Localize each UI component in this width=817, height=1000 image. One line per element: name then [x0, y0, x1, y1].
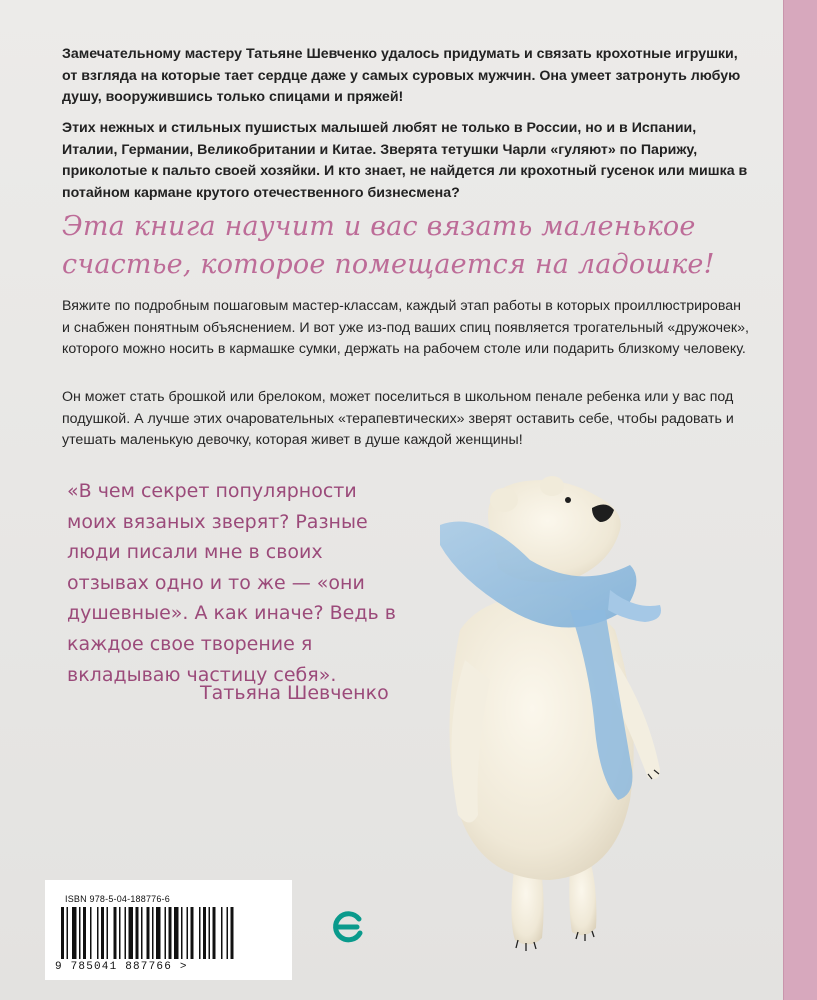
- barcode-bar: [152, 907, 154, 959]
- barcode-bar: [90, 907, 92, 959]
- barcode-number: 9 785041 887766 >: [55, 961, 188, 973]
- barcode-bar: [136, 907, 139, 959]
- barcode-box: [45, 880, 292, 980]
- barcode-bar: [114, 907, 117, 959]
- barcode-bar: [181, 907, 183, 959]
- barcode-bar: [227, 907, 229, 959]
- intro-paragraph-2: Этих нежных и стильных пушистых малышей любят не только в России, но и в Испании, Италии, Германии, Великобритании и Китае. Зверята тетушки Чарли «гуляют» по Парижу, приколотые к пальто своей хозяйки. И кто знает, не найдется ли крохотный гусенок или мишка в потайном кармане крутого отечественного бизнесмена?: [62, 120, 748, 201]
- barcode-bar: [221, 907, 223, 959]
- barcode-bar: [187, 907, 189, 959]
- pink-spine-strip: [783, 0, 817, 1000]
- barcode-bar: [174, 907, 179, 959]
- author-quote: «В чем секрет популярности моих вязаных зверят? Разные люди писали мне в своих отзывах одно и то же — «они душевные». А как иначе? Ведь в каждое свое творение я вкладываю частицу себя».: [67, 480, 396, 686]
- quote-author: Татьяна Шевченко: [200, 682, 389, 704]
- intro-paragraph-1: Замечательному мастеру Татьяне Шевченко удалось придумать и связать крохотные игрушки, от взгляда на которые тает сердце даже у самых суровых мужчин. Она умеет затронуть любую душу, вооружившись только спицами и пряжей!: [62, 46, 741, 105]
- eksmo-logo-icon: [330, 910, 364, 944]
- body-paragraph-2: Он может стать брошкой или брелоком, может поселиться в школьном пенале ребенка или у вас под подушкой. А лучше этих очаровательных «терапевтических» зверят оставить себе, чтобы радовать и утешать маленькую девочку, которая живет в душе каждой женщины!: [62, 389, 734, 448]
- barcode-bar: [107, 907, 109, 959]
- barcode-bar: [72, 907, 77, 959]
- knitted-bear-illustration: [420, 470, 680, 970]
- barcode-bar: [83, 907, 86, 959]
- barcode-bars: [59, 907, 279, 959]
- barcode-bar: [119, 907, 121, 959]
- isbn-label: ISBN 978-5-04-188776-6: [65, 894, 170, 904]
- barcode-bar: [97, 907, 99, 959]
- barcode-bar: [203, 907, 206, 959]
- barcode-bar: [169, 907, 172, 959]
- barcode-bar: [191, 907, 194, 959]
- barcode-bar: [209, 907, 211, 959]
- body-paragraph-1: Вяжите по подробным пошаговым мастер-классам, каждый этап работы в которых проиллюстрирован и снабжен понятным объяснением. И вот уже из-под ваших спиц появляется трогательный «дружочек», которого можно носить в кармашке сумки, держать на рабочем столе или подарить близкому человеку.: [62, 298, 749, 357]
- barcode-bar: [67, 907, 69, 959]
- barcode-bar: [199, 907, 201, 959]
- barcode-bar: [156, 907, 161, 959]
- script-headline: Эта книга научит и вас вязать маленькое счастье, которое помещается на ладошке!: [62, 211, 715, 280]
- barcode-bar: [101, 907, 104, 959]
- barcode-bar: [147, 907, 150, 959]
- barcode-bar: [213, 907, 216, 959]
- barcode-bar: [125, 907, 127, 959]
- barcode-bar: [129, 907, 134, 959]
- barcode-bar: [79, 907, 81, 959]
- barcode-bar: [61, 907, 64, 959]
- barcode-bar: [165, 907, 167, 959]
- barcode-bar: [231, 907, 234, 959]
- barcode-bar: [141, 907, 143, 959]
